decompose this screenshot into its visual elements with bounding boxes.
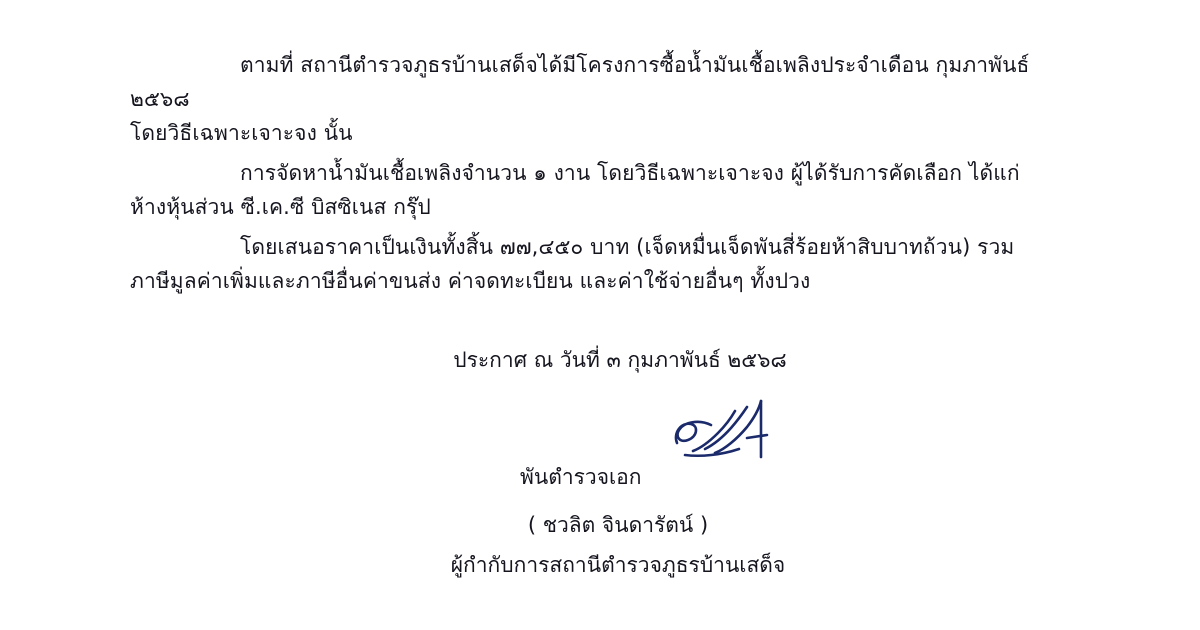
paragraph-2: [130, 156, 1070, 224]
paragraph-1-line-1: ตามที่ สถานีตำรวจภูธรบ้านเสด็จได้มีโครงการซื้อน้ำมันเชื้อเพลิงประจำเดือน กุมภาพันธ์ ๒๕๖๘: [130, 53, 1030, 112]
handwritten-signature-icon: [655, 391, 795, 481]
signer-position: ผู้กำกับการสถานีตำรวจภูธรบ้านเสด็จ: [450, 553, 786, 578]
paragraph-1: [130, 48, 1070, 150]
paragraph-1-line-2: โดยวิธีเฉพาะเจาะจง นั้น: [130, 121, 353, 146]
paragraph-3-line-1: โดยเสนอราคาเป็นเงินทั้งสิ้น ๗๗,๔๕๐ บาท (เจ็ดหมื่นเจ็ดพันสี่ร้อยห้าสิบบาทถ้วน) รวม: [240, 235, 1015, 260]
paragraph-3: [130, 230, 1070, 298]
signature-block: [130, 413, 1070, 603]
signer-rank: พันตำรวจเอก: [520, 465, 642, 490]
paragraph-3-line-2: ภาษีมูลค่าเพิ่มและภาษีอื่นค่าขนส่ง ค่าจดทะเบียน และค่าใช้จ่ายอื่นๆ ทั้งปวง: [130, 269, 811, 294]
paragraph-2-line-1: การจัดหาน้ำมันเชื้อเพลิงจำนวน ๑ งาน โดยวิธีเฉพาะเจาะจง ผู้ได้รับการคัดเลือก ได้แก่: [240, 161, 1020, 186]
paragraph-2-line-2: ห้างหุ้นส่วน ซี.เค.ซี บิสซิเนส กรุ๊ป: [130, 195, 431, 220]
signer-name: ( ชวลิต จินดารัตน์ ): [527, 513, 709, 538]
announcement-date: ประกาศ ณ วันที่ ๓ กุมภาพันธ์ ๒๕๖๘: [453, 348, 787, 373]
